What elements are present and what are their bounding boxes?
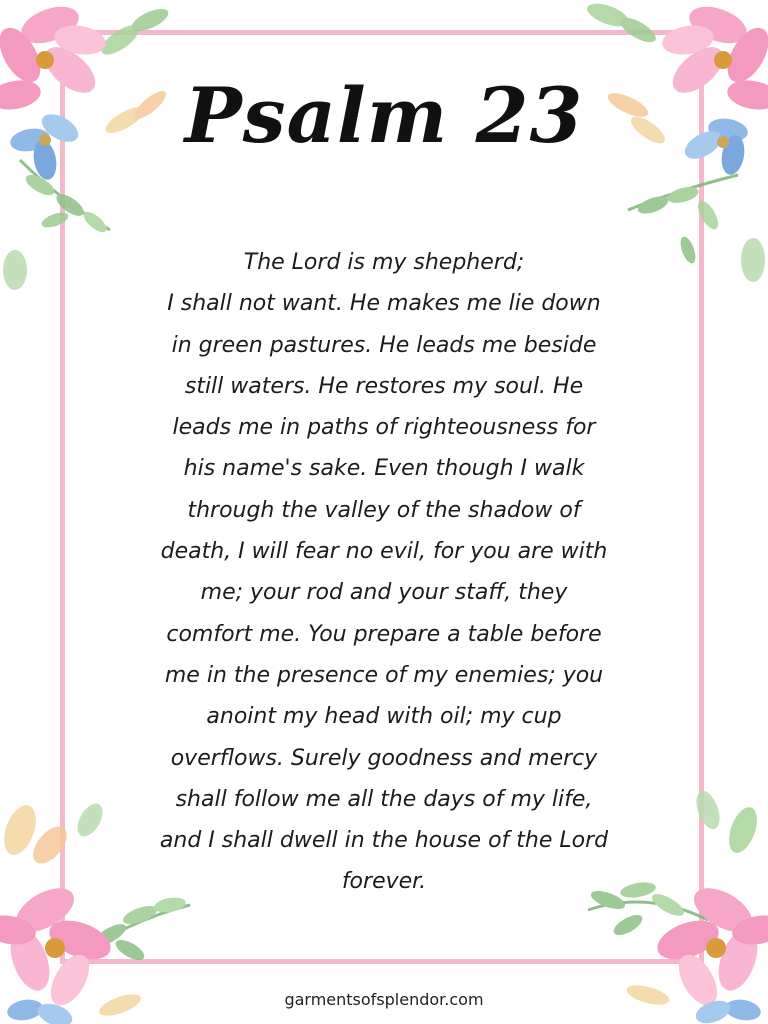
verse-line: me; your rod and your staff, they (200, 580, 568, 606)
verse-line: The Lord is my shepherd; (243, 250, 525, 275)
website-footer: garmentsofsplendor.com (284, 990, 484, 1009)
psalm-verse-text (138, 242, 630, 903)
verse-line: me in the presence of my enemies; you (164, 662, 604, 688)
verse-line: in green pastures. He leads me beside (171, 332, 597, 358)
verse-line: anoint my head with oil; my cup (206, 704, 562, 730)
verse-line: forever. (341, 869, 427, 895)
verse-line: through the valley of the shadow of (187, 497, 581, 523)
verse-line: and I shall dwell in the house of the Lord (159, 828, 609, 854)
verse-line: still waters. He restores my soul. He (184, 373, 584, 399)
page-title: Psalm 23 (184, 71, 584, 160)
verse-line: shall follow me all the days of my life, (175, 786, 593, 812)
verse-line: comfort me. You prepare a table before (166, 621, 602, 647)
verse-line: overflows. Surely goodness and mercy (170, 745, 598, 771)
verse-line: death, I will fear no evil, for you are with (160, 539, 608, 565)
verse-line: leads me in paths of righteousness for (172, 415, 596, 441)
verse-line: his name's sake. Even though I walk (183, 456, 585, 482)
verse-line: I shall not want. He makes me lie down (167, 291, 601, 317)
